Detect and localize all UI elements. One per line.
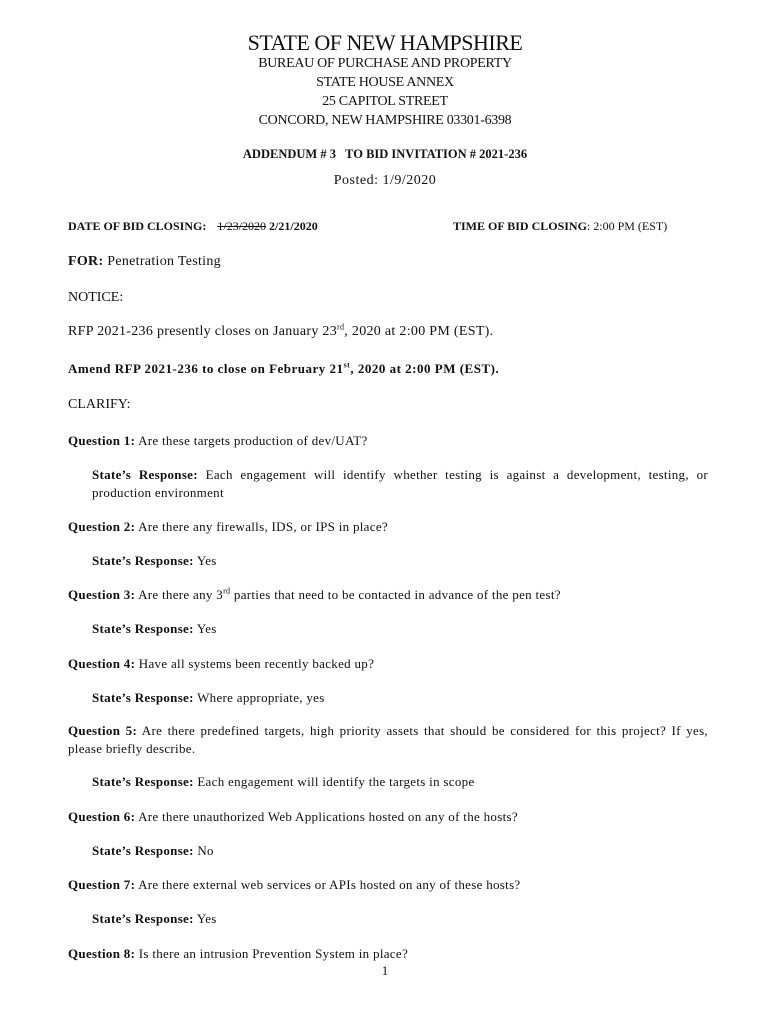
- for-label: FOR:: [68, 254, 104, 269]
- building-name: STATE HOUSE ANNEX: [316, 75, 454, 90]
- question-4-text: Have all systems been recently backed up?: [138, 656, 375, 671]
- bid-closing-date-label: DATE OF BID CLOSING:: [68, 219, 207, 233]
- question-6: [68, 808, 708, 826]
- response-4: [92, 689, 708, 707]
- response-4-text: Where appropriate, yes: [197, 690, 325, 705]
- question-5: [68, 722, 708, 758]
- response-1: [92, 466, 708, 502]
- question-3-text-end: parties that need to be contacted in advance of the pen test?: [230, 587, 561, 602]
- question-4: [68, 655, 708, 673]
- response-1-label: State’s Response:: [92, 467, 198, 482]
- bid-closing-time-value: : 2:00 PM (EST): [586, 219, 668, 233]
- question-8-label: Question 8:: [68, 946, 136, 961]
- question-5-text: Are there predefined targets, high priority assets that should be considered for this project? If yes, please briefly describe.: [68, 723, 708, 756]
- notice-amend: [68, 361, 499, 377]
- question-4-label: Question 4:: [68, 656, 136, 671]
- response-5-text: Each engagement will identify the targets in scope: [197, 774, 475, 789]
- response-2-text: Yes: [196, 553, 217, 568]
- response-1-text: Each engagement will identify whether testing is against a development, testing, or production environment: [92, 467, 709, 500]
- question-3-text: Are there any 3: [138, 587, 224, 602]
- response-3-label: State’s Response:: [92, 621, 194, 636]
- city-address: CONCORD, NEW HAMPSHIRE 03301-6398: [258, 113, 512, 128]
- question-2: [68, 518, 708, 536]
- notice-current-close: [68, 324, 493, 340]
- bid-closing-time-label: TIME OF BID CLOSING: [453, 219, 587, 233]
- question-3: [68, 586, 708, 604]
- question-1: [68, 432, 708, 450]
- response-5-label: State’s Response:: [92, 774, 194, 789]
- response-3-text: Yes: [196, 621, 217, 636]
- response-5: [92, 773, 708, 791]
- question-5-label: Question 5:: [68, 723, 138, 738]
- response-3: [92, 620, 708, 638]
- bureau-name: BUREAU OF PURCHASE AND PROPERTY: [258, 56, 512, 71]
- question-7-label: Question 7:: [68, 877, 136, 892]
- question-2-label: Question 2:: [68, 519, 136, 534]
- response-4-label: State’s Response:: [92, 690, 194, 705]
- old-closing-date: 1/23/2020: [217, 219, 267, 233]
- response-2-label: State’s Response:: [92, 553, 194, 568]
- question-8-text: Is there an intrusion Prevention System in place?: [138, 946, 409, 961]
- response-7-text: Yes: [196, 911, 217, 926]
- question-8: [68, 945, 708, 963]
- page-number: 1: [381, 963, 389, 978]
- response-2: [92, 552, 708, 570]
- question-7: [68, 876, 708, 894]
- amend-end: , 2020 at 2:00 PM (EST).: [350, 361, 500, 376]
- clarify-heading: CLARIFY:: [68, 397, 131, 412]
- addendum-title: ADDENDUM # 3 TO BID INVITATION # 2021-236: [242, 147, 528, 161]
- for-line: [68, 254, 221, 270]
- question-2-text: Are there any firewalls, IDS, or IPS in place?: [138, 519, 388, 534]
- notice-heading: NOTICE:: [68, 290, 124, 305]
- response-6: [92, 842, 708, 860]
- notice-line-text: RFP 2021-236 presently closes on January 23: [68, 324, 338, 339]
- question-3-sup: rd: [223, 586, 231, 596]
- question-1-label: Question 1:: [68, 433, 136, 448]
- new-closing-date: 2/21/2020: [269, 219, 318, 233]
- bid-closing-date: [68, 219, 318, 234]
- question-3-label: Question 3:: [68, 587, 136, 602]
- response-7-label: State’s Response:: [92, 911, 194, 926]
- question-1-text: Are these targets production of dev/UAT?: [138, 433, 368, 448]
- page-title: STATE OF NEW HAMPSHIRE: [247, 30, 523, 55]
- notice-line-sup: rd: [337, 322, 345, 332]
- response-7: [92, 910, 708, 928]
- bid-closing-time: [453, 219, 667, 234]
- question-7-text: Are there external web services or APIs hosted on any of these hosts?: [138, 877, 521, 892]
- amend-sup: st: [343, 360, 351, 370]
- for-value: Penetration Testing: [107, 254, 221, 269]
- amend-text: Amend RFP 2021-236 to close on February 21: [68, 361, 344, 376]
- response-6-text: No: [197, 843, 214, 858]
- street-address: 25 CAPITOL STREET: [322, 94, 448, 109]
- question-6-text: Are there unauthorized Web Applications hosted on any of the hosts?: [138, 809, 518, 824]
- response-6-label: State’s Response:: [92, 843, 194, 858]
- notice-line-end: , 2020 at 2:00 PM (EST).: [344, 324, 494, 339]
- posted-date: Posted: 1/9/2020: [333, 173, 437, 188]
- question-6-label: Question 6:: [68, 809, 136, 824]
